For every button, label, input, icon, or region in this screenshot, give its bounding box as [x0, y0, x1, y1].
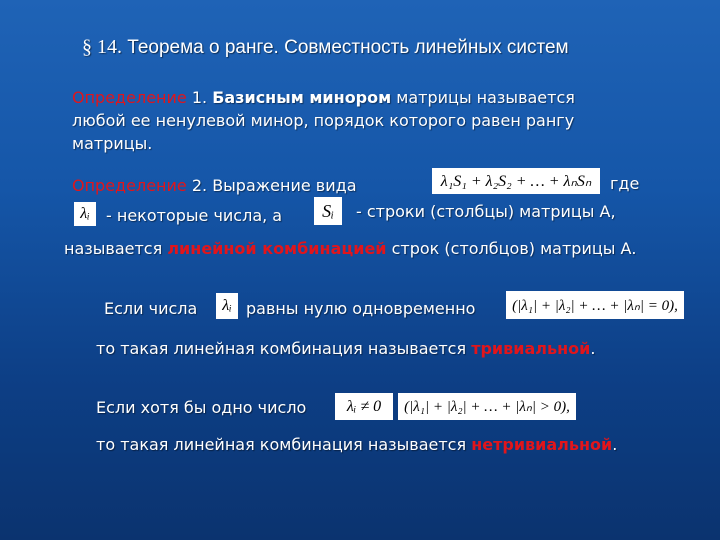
- definition-2-number: 2.: [191, 176, 208, 195]
- definition-1-line-3: матрицы.: [72, 134, 153, 153]
- s-description: - строки (столбцы) матрицы A,: [356, 202, 616, 221]
- lambda-description: - некоторые числа, а: [106, 206, 283, 225]
- definition-1-number: 1.: [191, 88, 208, 107]
- nontrivial-lambda-condition: λᵢ ≠ 0: [335, 393, 393, 420]
- definition-1-line-2: любой ее ненулевой минор, порядок которого равен рангу: [72, 111, 575, 130]
- definition-2-text: Выражение вида: [212, 176, 357, 195]
- trivial-condition-formula: (|λ₁| + |λ₂| + … + |λₙ| = 0),: [506, 291, 684, 319]
- trivial-term-end: .: [590, 339, 596, 358]
- trivial-if-text: Если числа: [104, 299, 198, 318]
- nontrivial-if-text: Если хотя бы одно число: [96, 398, 307, 417]
- nontrivial-term: нетривиальной: [471, 435, 613, 454]
- nontrivial-conclusion-text: то такая линейная комбинация называется: [96, 435, 467, 454]
- definition-2-line-3: [64, 239, 636, 258]
- lambda-i-symbol: λᵢ: [74, 202, 96, 226]
- s-i-symbol: Sᵢ: [314, 197, 342, 225]
- nontrivial-condition-formula: (|λ₁| + |λ₂| + … + |λₙ| > 0),: [398, 393, 576, 420]
- definition-2-label: Определение: [72, 176, 187, 195]
- trivial-conclusion: [96, 339, 595, 358]
- trivial-conclusion-text: то такая линейная комбинация называется: [96, 339, 467, 358]
- trivial-lambda-symbol: λᵢ: [216, 293, 238, 319]
- linear-combination-formula: λ₁S₁ + λ₂S₂ + … + λₙSₙ: [432, 168, 600, 194]
- page-title: [82, 36, 569, 59]
- trivial-term: тривиальной: [471, 339, 591, 358]
- definition-1-line-1: [72, 88, 575, 107]
- definition-1-label: Определение: [72, 88, 187, 107]
- definition-2-line-3-pre: называется: [64, 239, 163, 258]
- definition-2-line-1: [72, 176, 357, 195]
- where-word: где: [610, 174, 640, 193]
- definition-2-line-3-post: строк (столбцов) матрицы А.: [391, 239, 637, 258]
- definition-1-term: Базисным минором: [212, 88, 392, 107]
- nontrivial-conclusion: [96, 435, 617, 454]
- definition-1-text: матрицы называется: [396, 88, 575, 107]
- trivial-zero-text: равны нулю одновременно: [246, 299, 476, 318]
- linear-combination-term: линейной комбинацией: [167, 239, 387, 258]
- nontrivial-term-end: .: [612, 435, 618, 454]
- title-text: Теорема о ранге. Совместность линейных систем: [127, 37, 569, 58]
- section-number: § 14.: [82, 36, 122, 58]
